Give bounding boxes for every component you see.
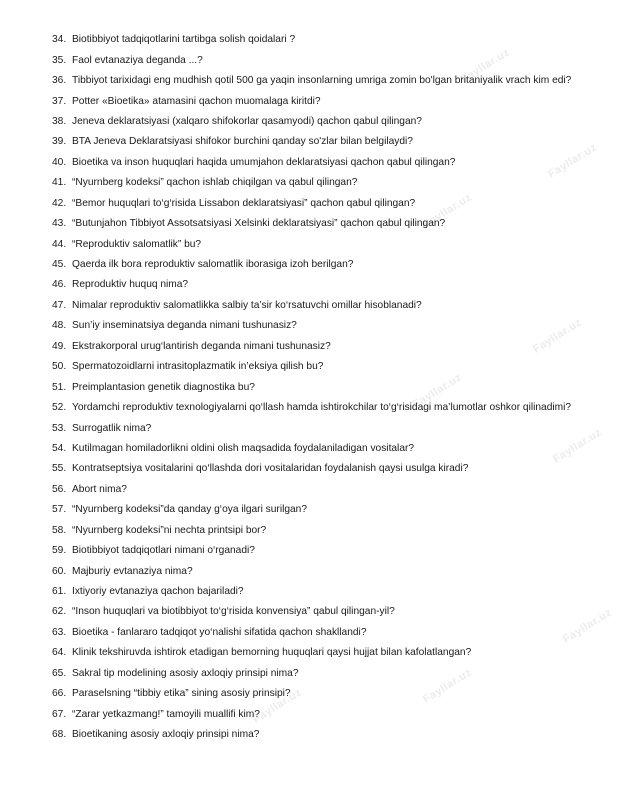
question-number: 57. bbox=[52, 504, 67, 516]
question-number: 60. bbox=[52, 565, 67, 577]
question-number: 35. bbox=[52, 54, 67, 66]
question-item bbox=[0, 377, 618, 397]
question-number: 37. bbox=[52, 95, 67, 107]
question-number: 34. bbox=[52, 34, 67, 46]
question-number: 43. bbox=[52, 218, 67, 230]
question-list bbox=[0, 30, 618, 745]
question-text: Sun’iy inseminatsiya deganda nimani tushunasiz? bbox=[72, 320, 297, 332]
question-text: Kutilmagan homiladorlikni oldini olish maqsadida foydalaniladigan vositalar? bbox=[72, 442, 415, 454]
question-number: 40. bbox=[52, 156, 67, 168]
question-text: Preimplantasion genetik diagnostika bu? bbox=[72, 381, 255, 393]
question-text: Nimalar reproduktiv salomatlikka salbiy ta’sir ko‘rsatuvchi omillar hisoblanadi? bbox=[72, 299, 422, 311]
watermark: Fayllar.uz bbox=[459, 46, 513, 86]
question-text: “Butunjahon Tibbiyot Assotsatsiyasi Xelsinki deklaratsiyasi” qachon qabul qilingan? bbox=[72, 218, 446, 230]
question-text: Klinik tekshiruvda ishtirok etadigan bemorning huquqlari qaysi hujjat bilan kafolatlangan? bbox=[72, 647, 472, 659]
question-text: “Inson huquqlari va biotibbiyot to‘g‘risida konvensiya” qabul qilingan-yil? bbox=[72, 606, 395, 618]
watermark: Fayllar.uz bbox=[551, 426, 605, 466]
question-item bbox=[0, 296, 618, 316]
question-item bbox=[0, 561, 618, 581]
question-number: 64. bbox=[52, 647, 67, 659]
question-item bbox=[0, 194, 618, 214]
question-text: Tibbiyot tarixidagi eng mudhish qotil 500 ga yaqin insonlarning umriga zomin bo'lgan britaniyalik vrach kim edi? bbox=[72, 75, 572, 87]
question-number: 62. bbox=[52, 606, 67, 618]
question-item bbox=[0, 275, 618, 295]
question-text: Spermatozoidlarni intrasitoplazmatik in’eksiya qilish bu? bbox=[72, 361, 324, 373]
question-number: 59. bbox=[52, 545, 67, 557]
question-item bbox=[0, 582, 618, 602]
question-text: “Nyurnberg kodeksi” qachon ishlab chiqilgan va qabul qilingan? bbox=[72, 177, 358, 189]
question-item bbox=[0, 521, 618, 541]
question-number: 66. bbox=[52, 688, 67, 700]
question-item bbox=[0, 50, 618, 70]
question-item bbox=[0, 357, 618, 377]
question-item bbox=[0, 602, 618, 622]
question-number: 45. bbox=[52, 259, 67, 271]
question-item bbox=[0, 255, 618, 275]
question-text: Jeneva deklaratsiyasi (xalqaro shifokorlar qasamyodi) qachon qabul qilingan? bbox=[72, 115, 422, 127]
question-number: 47. bbox=[52, 299, 67, 311]
watermark: Fayllar.uz bbox=[411, 371, 465, 411]
question-number: 48. bbox=[52, 320, 67, 332]
question-text: Abort nima? bbox=[72, 483, 127, 495]
question-number: 61. bbox=[52, 586, 67, 598]
question-number: 46. bbox=[52, 279, 67, 291]
question-item bbox=[0, 316, 618, 336]
question-text: “Nyurnberg kodeksi”da qanday g‘oya ilgari surilgan? bbox=[72, 504, 308, 516]
question-text: Majburiy evtanaziya nima? bbox=[72, 565, 193, 577]
question-item bbox=[0, 418, 618, 438]
question-item bbox=[0, 459, 618, 479]
question-item bbox=[0, 153, 618, 173]
question-item bbox=[0, 664, 618, 684]
question-item bbox=[0, 439, 618, 459]
question-text: Bioetika va inson huquqlari haqida umumjahon deklaratsiyasi qachon qabul qilingan? bbox=[72, 156, 456, 168]
question-text: “Nyurnberg kodeksi”ni nechta printsipi bor? bbox=[72, 524, 267, 536]
question-item bbox=[0, 91, 618, 111]
question-number: 49. bbox=[52, 340, 67, 352]
question-item bbox=[0, 132, 618, 152]
question-item bbox=[0, 71, 618, 91]
question-text: BTA Jeneva Deklaratsiyasi shifokor burchini qanday so'zlar bilan belgilaydi? bbox=[72, 136, 413, 148]
watermark: Fayllar.uz bbox=[421, 191, 475, 231]
question-number: 54. bbox=[52, 442, 67, 454]
question-text: Paraselsning “tibbiy etika” sining asosiy prinsipi? bbox=[72, 688, 291, 700]
question-item bbox=[0, 725, 618, 745]
question-number: 36. bbox=[52, 75, 67, 87]
question-item bbox=[0, 173, 618, 193]
question-item bbox=[0, 337, 618, 357]
question-number: 52. bbox=[52, 402, 67, 414]
question-item bbox=[0, 112, 618, 132]
watermark: Fayllar.uz bbox=[546, 141, 600, 181]
question-item bbox=[0, 398, 618, 418]
question-number: 53. bbox=[52, 422, 67, 434]
question-text: Ekstrakorporal urug‘lantirish deganda nimani tushunasiz? bbox=[72, 340, 331, 352]
question-item bbox=[0, 623, 618, 643]
question-text: Bioetika - fanlararo tadqiqot yo‘nalishi sifatida qachon shakllandi? bbox=[72, 626, 367, 638]
question-text: Potter «Bioetika» atamasini qachon muomalaga kiritdi? bbox=[72, 95, 321, 107]
question-number: 42. bbox=[52, 197, 67, 209]
question-number: 68. bbox=[52, 729, 67, 741]
question-text: Bioetikaning asosiy axloqiy prinsipi nima? bbox=[72, 729, 260, 741]
question-number: 39. bbox=[52, 136, 67, 148]
question-text: Biotibbiyot tadqiqotlari nimani o‘rganadi? bbox=[72, 545, 255, 557]
question-text: “Zarar yetkazmang!” tamoyili muallifi kim? bbox=[72, 708, 260, 720]
question-number: 65. bbox=[52, 667, 67, 679]
question-number: 44. bbox=[52, 238, 67, 250]
question-text: Surrogatlik nima? bbox=[72, 422, 152, 434]
question-item bbox=[0, 214, 618, 234]
question-number: 51. bbox=[52, 381, 67, 393]
question-item bbox=[0, 643, 618, 663]
question-item bbox=[0, 684, 618, 704]
question-text: Kontratseptsiya vositalarini qo‘llashda dori vositalaridan foydalanish qaysi usulga kiradi? bbox=[72, 463, 469, 475]
question-text: “Bemor huquqlari to‘g‘risida Lissabon deklaratsiyasi” qachon qabul qilingan? bbox=[72, 197, 416, 209]
question-number: 63. bbox=[52, 626, 67, 638]
watermark: Fayllar.uz bbox=[251, 686, 305, 726]
question-text: Biotibbiyot tadqiqotlarini tartibga solish qoidalari ? bbox=[72, 34, 296, 46]
question-number: 56. bbox=[52, 483, 67, 495]
question-text: Reproduktiv huquq nima? bbox=[72, 279, 189, 291]
question-text: “Reproduktiv salomatlik” bu? bbox=[72, 238, 202, 250]
question-number: 67. bbox=[52, 708, 67, 720]
watermark: Fayllar.uz bbox=[531, 316, 585, 356]
question-item bbox=[0, 234, 618, 254]
question-text: Faol evtanaziya deganda ...? bbox=[72, 54, 203, 66]
question-number: 58. bbox=[52, 524, 67, 536]
question-text: Yordamchi reproduktiv texnologiyalarni qo‘llash hamda ishtirokchilar to‘g‘risidagi ma’lumotlar oshkor qilinadimi? bbox=[72, 402, 572, 414]
question-item bbox=[0, 480, 618, 500]
question-text: Sakral tip modelining asosiy axloqiy prinsipi nima? bbox=[72, 667, 299, 679]
question-number: 38. bbox=[52, 115, 67, 127]
question-number: 41. bbox=[52, 177, 67, 189]
watermark: Fayllar.uz bbox=[561, 606, 615, 646]
question-item bbox=[0, 704, 618, 724]
question-text: Ixtiyoriy evtanaziya qachon bajariladi? bbox=[72, 586, 244, 598]
question-item bbox=[0, 500, 618, 520]
watermark: Fayllar.uz bbox=[421, 666, 475, 706]
question-text: Qaerda ilk bora reproduktiv salomatlik iborasiga izoh berilgan? bbox=[72, 259, 354, 271]
question-number: 55. bbox=[52, 463, 67, 475]
question-item bbox=[0, 30, 618, 50]
question-number: 50. bbox=[52, 361, 67, 373]
question-item bbox=[0, 541, 618, 561]
